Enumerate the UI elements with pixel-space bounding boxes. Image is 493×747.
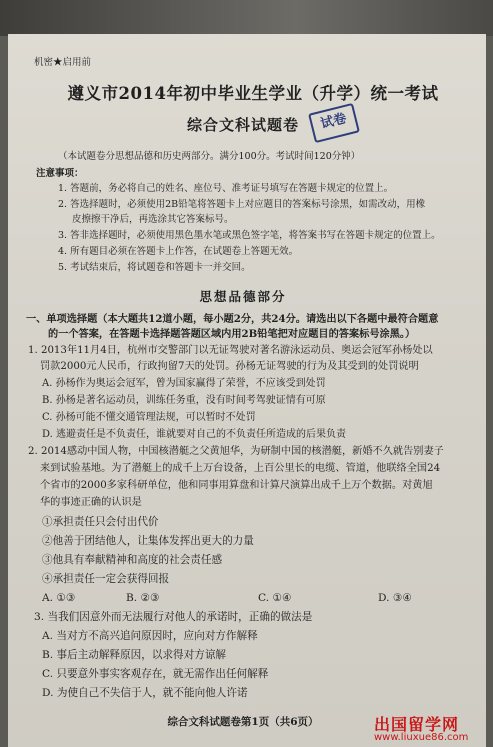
question-2-choice-c: C. ①④ xyxy=(258,592,292,604)
exam-paper xyxy=(8,34,486,747)
question-2-choice-b: B. ②③ xyxy=(126,592,160,604)
question-1-option-b: B. 孙杨是著名运动员，训练任务重，没有时间考驾驶证情有可原 xyxy=(42,395,326,406)
question-2-item-4: ④承担责任一定会获得回报 xyxy=(42,573,170,585)
notice-item: 4. 所有题目必须在答题卡上作答，在试题卷上答题无效。 xyxy=(58,246,299,257)
question-1-option-c: C. 孙杨可能不懂交通管理法规，可以暂时不处罚 xyxy=(42,412,256,423)
exam-subtitle: 综合文科试题卷 xyxy=(186,116,299,134)
part1-instruction: 的一个答案，在答题卡选择题答题区域内用2B铅笔把对应题目的答案标号涂黑。） xyxy=(48,328,416,340)
question-3-option-d: D. 为使自己不失信于人，就不能向他人许诺 xyxy=(42,687,248,699)
question-1-option-d: D. 逃避责任是不负责任，谁就要对自己的不负责任所造成的后果负责 xyxy=(42,429,347,440)
confidential-label: 机密★启用前 xyxy=(34,57,92,68)
watermark-url: www.liuxue86.com xyxy=(374,732,469,743)
question-2-item-3: ③他具有奉献精神和高度的社会责任感 xyxy=(42,554,223,566)
question-1-stem: 1. 2013年11月4日，杭州市交警部门以无证驾驶对著名游泳运动员、奥运会冠军孙杨处以 xyxy=(28,345,433,356)
notice-item: 2. 答选择题时，必须使用2B铅笔将答题卡上对应题目的答案标号涂黑，如需改动，用橡 xyxy=(58,199,426,210)
question-2-choice-d: D. ③④ xyxy=(378,592,412,604)
question-3-stem: 3. 当我们因意外而无法履行对他人的承诺时，正确的做法是 xyxy=(34,611,313,623)
section-title: 思想品德部分 xyxy=(199,289,287,304)
part1-instruction: 一、单项选择题（本大题共12道小题，每小题2分，共24分。请选出以下各题中最符合题意 xyxy=(26,313,439,325)
question-2-stem: 个省市的2000多家科研单位，他和同事用算盘和计算尺演算出成千上万个数据。对黄旭 xyxy=(40,480,433,491)
sample-stamp: 试卷 xyxy=(308,103,360,143)
site-watermark xyxy=(374,712,489,745)
question-3-option-c: C. 只要意外事实客观存在，就无需作出任何解释 xyxy=(42,668,269,680)
notice-item: 5. 考试结束后，将试题卷和答题卡一并交回。 xyxy=(58,262,251,273)
exam-note: （本试题卷分思想品德和历史两部分。满分100分。考试时间120分钟） xyxy=(58,151,361,162)
notice-item: 皮擦擦干净后，再选涂其它答案标号。 xyxy=(72,214,234,225)
page-footer: 综合文科试题卷第1页（共6页） xyxy=(167,716,319,728)
question-3-option-a: A. 当对方不高兴追问原因时，应向对方作解释 xyxy=(42,630,258,642)
notice-heading: 注意事项： xyxy=(36,168,84,179)
notice-item: 1. 答题前，务必将自己的姓名、座位号、准考证号填写在答题卡规定的位置上。 xyxy=(58,183,394,194)
question-1-stem: 罚款2000元人民币，行政拘留7天的处罚。孙杨无证驾驶的行为及其受到的处罚说明 xyxy=(40,361,419,372)
question-2-item-1: ①承担责任只会付出代价 xyxy=(42,516,159,528)
photo-background xyxy=(0,0,493,36)
question-2-stem: 2. 2014感动中国人物，中国核潜艇之父黄旭华，为研制中国的核潜艇，新婚不久就告别妻子 xyxy=(28,446,444,457)
question-1-option-a: A. 孙杨作为奥运会冠军，曾为国家赢得了荣誉，不应该受到处罚 xyxy=(42,378,326,389)
question-2-stem: 华的事迹正确的认识是 xyxy=(40,497,142,508)
notice-item: 3. 答非选择题时，必须使用黑色墨水笔或黑色签字笔，将答案书写在答题卡规定的位置上。 xyxy=(58,230,441,241)
exam-title: 遵义市2014年初中毕业生学业（升学）统一考试 xyxy=(67,84,439,103)
watermark-logo-text: 出国留学网 xyxy=(374,715,460,734)
question-2-stem: 来到试验基地。为了潜艇上的成千上万台设备，上百公里长的电缆、管道，他联络全国24 xyxy=(40,463,441,474)
question-2-item-2: ②他善于团结他人，让集体发挥出更大的力量 xyxy=(42,535,254,547)
question-3-option-b: B. 事后主动解释原因，以求得对方谅解 xyxy=(42,649,227,661)
question-2-choice-a: A. ①③ xyxy=(42,592,76,604)
